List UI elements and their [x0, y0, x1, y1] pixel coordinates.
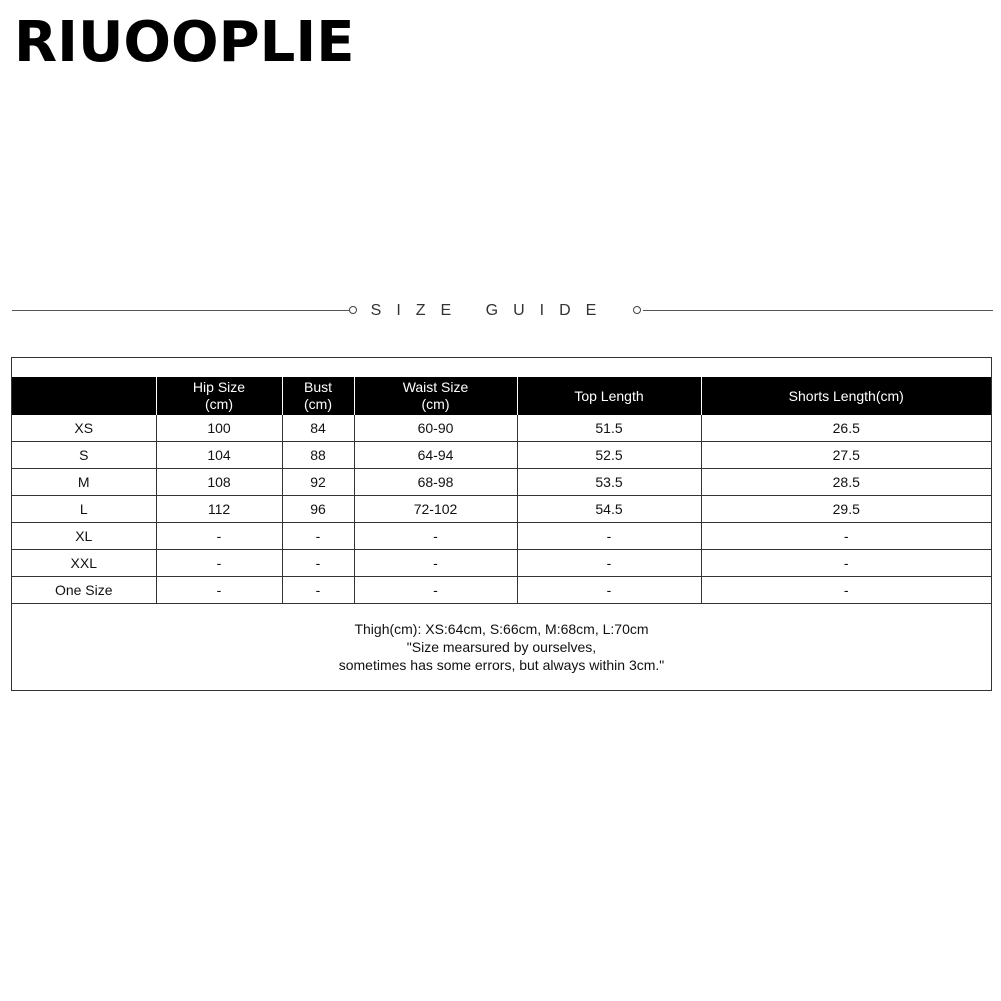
table-cell: - — [701, 523, 991, 550]
note-line: sometimes has some errors, but always within 3cm." — [338, 657, 665, 673]
table-cell: - — [282, 523, 354, 550]
table-body — [12, 415, 991, 604]
table-cell: - — [517, 577, 701, 604]
note-line: Thigh(cm): XS:64cm, S:66cm, M:68cm, L:70cm — [354, 621, 649, 637]
table-cell: - — [354, 550, 517, 577]
table-row — [12, 577, 991, 604]
table-cell: 84 — [282, 415, 354, 442]
table-cell: 54.5 — [517, 496, 701, 523]
table-row — [12, 469, 991, 496]
table-cell: 108 — [156, 469, 282, 496]
table-cell: 112 — [156, 496, 282, 523]
table-cell: 68-98 — [354, 469, 517, 496]
table-header-row — [12, 377, 991, 415]
table-cell: 28.5 — [701, 469, 991, 496]
table-cell: - — [282, 577, 354, 604]
header-cell: Bust (cm) — [282, 377, 354, 415]
header-cell: Top Length — [517, 377, 701, 415]
table-cell: - — [156, 550, 282, 577]
table-row — [12, 415, 991, 442]
table-cell: 72-102 — [354, 496, 517, 523]
table-row — [12, 523, 991, 550]
table-cell: - — [282, 550, 354, 577]
size-table — [12, 377, 991, 604]
table-cell: - — [517, 550, 701, 577]
table-cell: - — [354, 523, 517, 550]
table-cell: - — [354, 577, 517, 604]
table-row — [12, 550, 991, 577]
table-cell: - — [701, 577, 991, 604]
header-cell: Waist Size (cm) — [354, 377, 517, 415]
table-cell: - — [517, 523, 701, 550]
table-cell: 104 — [156, 442, 282, 469]
table-cell: 60-90 — [354, 415, 517, 442]
size-chart — [11, 357, 992, 691]
size-notes — [12, 620, 991, 674]
circle-ornament-right-icon — [633, 306, 641, 314]
size-label-cell: XL — [12, 523, 156, 550]
header-cell: Hip Size (cm) — [156, 377, 282, 415]
table-cell: 92 — [282, 469, 354, 496]
brand-logo-text: RIUOOPLIE — [14, 10, 355, 75]
table-cell: 53.5 — [517, 469, 701, 496]
header-cell: Shorts Length(cm) — [701, 377, 991, 415]
table-cell: 64-94 — [354, 442, 517, 469]
table-cell: 27.5 — [701, 442, 991, 469]
table-cell: 51.5 — [517, 415, 701, 442]
table-cell: 96 — [282, 496, 354, 523]
table-cell: - — [156, 523, 282, 550]
divider-line-left — [12, 310, 349, 311]
divider-line-right — [643, 310, 993, 311]
size-guide-heading — [0, 300, 1001, 322]
table-cell: - — [156, 577, 282, 604]
size-label-cell: XXL — [12, 550, 156, 577]
header-cell-size — [12, 377, 156, 415]
table-cell: 100 — [156, 415, 282, 442]
table-cell: 88 — [282, 442, 354, 469]
size-label-cell: L — [12, 496, 156, 523]
size-label-cell: One Size — [12, 577, 156, 604]
table-cell: 29.5 — [701, 496, 991, 523]
size-label-cell: M — [12, 469, 156, 496]
note-line: "Size mearsured by ourselves, — [406, 639, 597, 655]
size-label-cell: S — [12, 442, 156, 469]
size-guide-title: SIZE GUIDE — [370, 302, 612, 319]
table-cell: 26.5 — [701, 415, 991, 442]
size-label-cell: XS — [12, 415, 156, 442]
table-cell: 52.5 — [517, 442, 701, 469]
circle-ornament-left-icon — [349, 306, 357, 314]
table-row — [12, 442, 991, 469]
table-row — [12, 496, 991, 523]
table-cell: - — [701, 550, 991, 577]
